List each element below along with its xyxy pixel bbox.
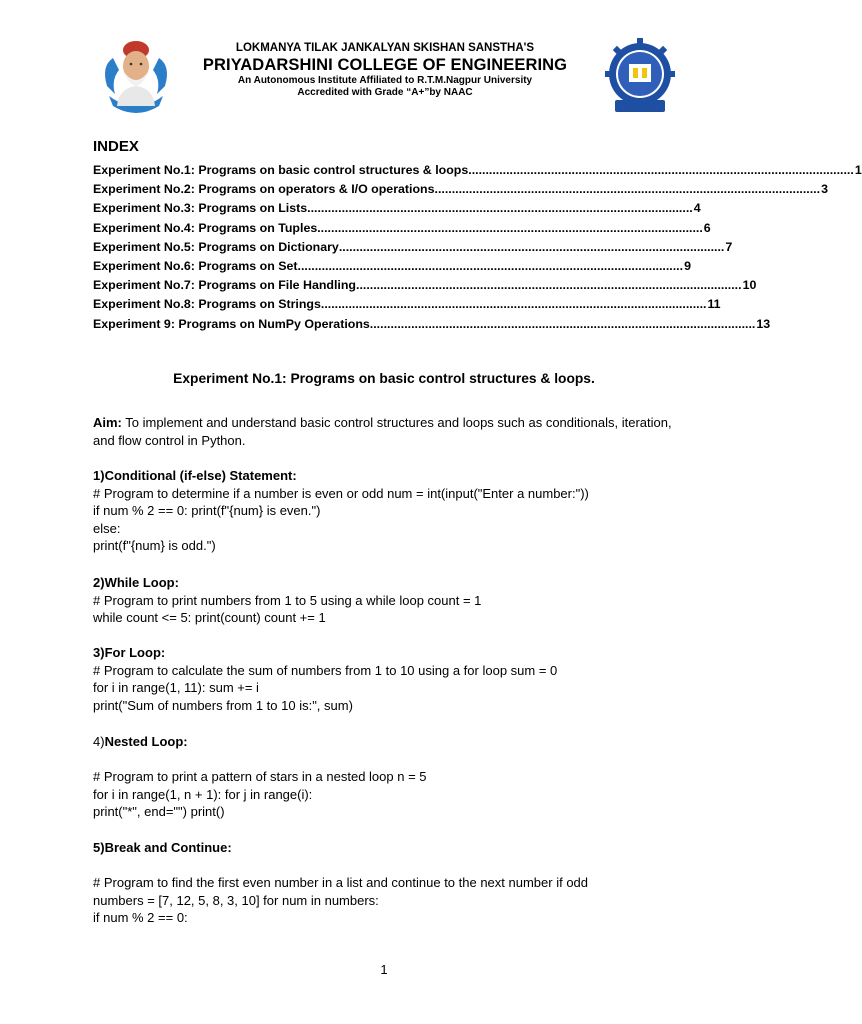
page-number: 1 (380, 962, 388, 977)
code-line: print("Sum of numbers from 1 to 10 is:", sum) (93, 697, 353, 713)
toc-entry-page: 1 (854, 163, 862, 177)
founder-portrait-logo (99, 36, 173, 116)
toc-leader-dots: ................................................................................................................ (369, 316, 756, 331)
index-heading: INDEX (93, 138, 139, 155)
section-heading (93, 644, 673, 662)
toc-entry-title: Experiment No.5: Programs on Dictionary (93, 239, 339, 254)
toc-entry (93, 239, 733, 259)
toc-entry-page: 4 (693, 201, 701, 216)
toc-entry (93, 258, 691, 278)
section-for-loop (93, 644, 673, 714)
blank-line (93, 751, 673, 769)
code-line: for i in range(1, n + 1): for j in range(i): (93, 786, 313, 802)
section-heading (93, 467, 673, 485)
toc-entry (93, 297, 721, 316)
section-number: 4) (93, 734, 105, 749)
code-line: for i in range(1, 11): sum += i (93, 680, 259, 695)
code-line: # Program to find the first even number in a list and continue to the next number if odd (93, 875, 589, 890)
section-heading-text: For Loop: (104, 645, 166, 660)
blank-line (93, 857, 673, 875)
institution-title-block (183, 42, 587, 99)
accreditation-line: Accredited with Grade “A+”by NAAC (297, 87, 473, 98)
affiliation-line: An Autonomous Institute Affiliated to R.T.M.Nagpur University (237, 75, 533, 86)
toc-entry-page: 3 (821, 182, 828, 197)
toc-entry-page: 7 (725, 239, 733, 254)
toc-entry-page: 6 (703, 220, 711, 235)
toc-entry-page: 11 (707, 297, 721, 312)
toc-entry (93, 201, 701, 220)
section-heading (93, 574, 673, 592)
section-number: 2) (93, 575, 105, 590)
code-line: # Program to print a pattern of stars in a nested loop n = 5 (93, 769, 427, 784)
section-heading-text: Conditional (if-else) Statement: (104, 468, 297, 483)
section-break-continue (93, 839, 673, 927)
document-header (95, 30, 675, 120)
section-heading-text: Nested Loop: (104, 734, 188, 749)
toc-entry (93, 316, 771, 336)
section-number: 1) (93, 468, 105, 483)
table-of-contents (93, 163, 862, 336)
toc-entry-title: Experiment No.3: Programs on Lists (93, 201, 308, 216)
section-conditional (93, 467, 673, 555)
aim-paragraph (93, 414, 673, 449)
toc-entry-title: Experiment No.6: Programs on Set (93, 258, 298, 273)
toc-entry (93, 163, 862, 182)
society-name: LOKMANYA TILAK JANKALYAN SKISHAN SANSTHA'S (235, 42, 535, 54)
code-line: # Program to calculate the sum of numbers from 1 to 10 using a for loop sum = 0 (93, 662, 558, 678)
college-name: PRIYADARSHINI COLLEGE OF ENGINEERING (202, 56, 568, 74)
toc-entry-page: 10 (742, 278, 757, 293)
section-number: 3) (93, 645, 105, 660)
toc-leader-dots: ................................................................................................................ (434, 182, 821, 197)
section-heading (93, 839, 673, 857)
section-nested-loop (93, 733, 673, 821)
code-line: if num % 2 == 0: print(f"{num} is even.") (93, 503, 321, 518)
toc-entry-page: 9 (684, 258, 691, 273)
toc-entry (93, 182, 828, 201)
toc-entry-title: Experiment 9: Programs on NumPy Operations (93, 316, 370, 331)
toc-leader-dots: ................................................................................................................ (468, 163, 854, 177)
code-line: # Program to determine if a number is even or odd num = int(input("Enter a number:")) (93, 485, 589, 501)
toc-entry-title: Experiment No.4: Programs on Tuples (93, 220, 318, 235)
section-while-loop (93, 574, 673, 627)
code-line: else: (93, 520, 121, 536)
code-line: print("*", end="") print() (93, 804, 225, 819)
section-heading (93, 733, 673, 751)
toc-entry-title: Experiment No.2: Programs on operators & I/O operations (93, 182, 435, 197)
toc-entry-page: 13 (756, 316, 771, 331)
toc-leader-dots: ................................................................................................................ (320, 297, 707, 312)
section-heading-text: While Loop: (104, 575, 179, 590)
code-line: print(f"{num} is odd.") (93, 538, 216, 553)
toc-leader-dots: ................................................................................................................ (338, 239, 725, 254)
code-line: numbers = [7, 12, 5, 8, 3, 10] for num in numbers: (93, 892, 379, 908)
toc-entry-title: Experiment No.1: Programs on basic control structures & loops (93, 163, 469, 177)
toc-entry (93, 278, 757, 297)
code-line: if num % 2 == 0: (93, 910, 188, 925)
toc-entry (93, 220, 711, 240)
section-heading-text: Break and Continue: (104, 840, 232, 855)
aim-label: Aim: (93, 415, 122, 430)
toc-entry-title: Experiment No.7: Programs on File Handling (93, 278, 356, 293)
toc-leader-dots: ................................................................................................................ (356, 278, 742, 293)
section-number: 5) (93, 840, 105, 855)
toc-leader-dots: ................................................................................................................ (307, 201, 693, 216)
code-line: # Program to print numbers from 1 to 5 using a while loop count = 1 (93, 592, 482, 608)
aim-text: To implement and understand basic control structures and loops such as conditionals, iteration, and flow control in Python. (93, 415, 672, 448)
code-line: while count <= 5: print(count) count += 1 (93, 610, 326, 625)
college-emblem-logo (605, 38, 675, 116)
experiment-title: Experiment No.1: Programs on basic control structures & loops. (173, 371, 595, 386)
toc-leader-dots: ................................................................................................................ (317, 220, 703, 235)
toc-entry-title: Experiment No.8: Programs on Strings (93, 297, 321, 312)
toc-leader-dots: ................................................................................................................ (297, 258, 684, 273)
